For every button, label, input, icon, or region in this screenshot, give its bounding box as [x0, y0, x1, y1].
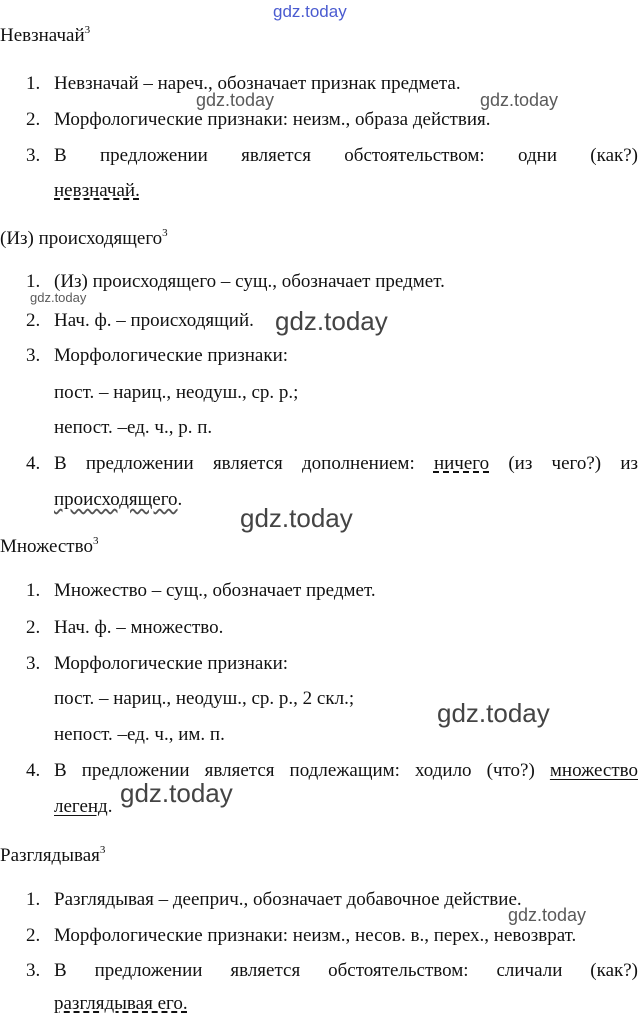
- section-title: Невзначай: [0, 25, 85, 46]
- list-item-continuation: [54, 489, 182, 511]
- list-item-text: [54, 453, 638, 475]
- footnote-marker: 3: [162, 227, 168, 239]
- footnote-marker: 3: [92, 535, 99, 547]
- list-subline: пост. – нариц., неодуш., ср. р., 2 скл.;: [54, 688, 355, 709]
- text-fragment: В предложении является дополнением:: [54, 453, 415, 474]
- watermark: gdz.today: [480, 90, 559, 110]
- list-number: 3.: [26, 145, 41, 166]
- underlined-word: разглядывая его.: [54, 993, 188, 1014]
- list-item-continuation: [54, 993, 188, 1015]
- list-item-text: [54, 760, 638, 782]
- list-item-text: В предложении является обстоятельством: сличали (как?): [54, 960, 638, 981]
- text-fragment: .: [107, 796, 113, 817]
- watermark: gdz.today: [120, 778, 233, 808]
- list-number: 2.: [26, 617, 41, 638]
- list-item-continuation: [54, 180, 140, 202]
- list-number: 3.: [26, 345, 41, 366]
- list-item-text: Разглядывая – дееприч., обозначает добавочное действие.: [54, 889, 522, 910]
- list-item-text: В предложении является обстоятельством: одни (как?): [54, 145, 638, 166]
- footnote-marker: 3: [84, 24, 91, 36]
- underlined-word: ничего: [433, 453, 490, 474]
- list-number: 2.: [26, 310, 41, 331]
- list-number: 3.: [26, 653, 41, 674]
- list-subline: непост. –ед. ч., им. п.: [54, 724, 225, 745]
- list-item-text: Морфологические признаки:: [54, 345, 289, 366]
- list-item-text: Морфологические признаки:: [54, 653, 289, 674]
- list-item-text: Морфологические признаки: неизм., несов. в., перех., невозврат.: [54, 925, 577, 946]
- list-number: 2.: [26, 109, 41, 130]
- list-item-text: Нач. ф. – происходящий.: [54, 310, 254, 331]
- list-number: 1.: [26, 73, 41, 94]
- list-item-text: Морфологические признаки: неизм., образа действия.: [54, 109, 491, 130]
- watermark: gdz.today: [30, 290, 87, 305]
- list-number: 2.: [26, 925, 41, 946]
- text-fragment: (из чего?) из: [508, 453, 638, 474]
- list-subline: пост. – нариц., неодуш., ср. р.;: [54, 382, 299, 403]
- watermark-top: gdz.today: [273, 2, 347, 21]
- list-number: 1.: [26, 271, 41, 292]
- underlined-word: множество: [549, 760, 638, 781]
- watermark: gdz.today: [275, 306, 388, 336]
- section-title: (Из) происходящего: [0, 228, 163, 249]
- text-fragment: В предложении является подлежащим: ходило (что?): [54, 760, 535, 781]
- watermark: gdz.today: [508, 905, 587, 925]
- section-heading: [0, 844, 105, 867]
- section-heading: [0, 24, 90, 47]
- list-number: 1.: [26, 889, 41, 910]
- section-heading: [0, 227, 168, 250]
- section-title: Множество: [0, 536, 93, 557]
- list-item-continuation: [54, 796, 112, 818]
- list-number: 4.: [26, 760, 41, 781]
- underlined-word: невзначай.: [54, 180, 140, 201]
- section-heading: [0, 535, 98, 558]
- underlined-word: легенд: [54, 796, 108, 817]
- list-item-text: (Из) происходящего – сущ., обозначает предмет.: [54, 271, 445, 292]
- list-number: 1.: [26, 580, 41, 601]
- list-number: 3.: [26, 960, 41, 981]
- list-subline: непост. –ед. ч., р. п.: [54, 417, 213, 438]
- list-item-text: Множество – сущ., обозначает предмет.: [54, 580, 376, 601]
- text-fragment: .: [177, 489, 183, 510]
- underlined-word: происходящего: [54, 489, 178, 510]
- watermark: gdz.today: [196, 90, 275, 110]
- watermark: gdz.today: [437, 698, 550, 728]
- list-item-text: Нач. ф. – множество.: [54, 617, 224, 638]
- list-item-text: Невзначай – нареч., обозначает признак предмета.: [54, 73, 461, 94]
- section-title: Разглядывая: [0, 845, 100, 866]
- list-number: 4.: [26, 453, 41, 474]
- footnote-marker: 3: [99, 844, 106, 856]
- watermark: gdz.today: [240, 503, 353, 533]
